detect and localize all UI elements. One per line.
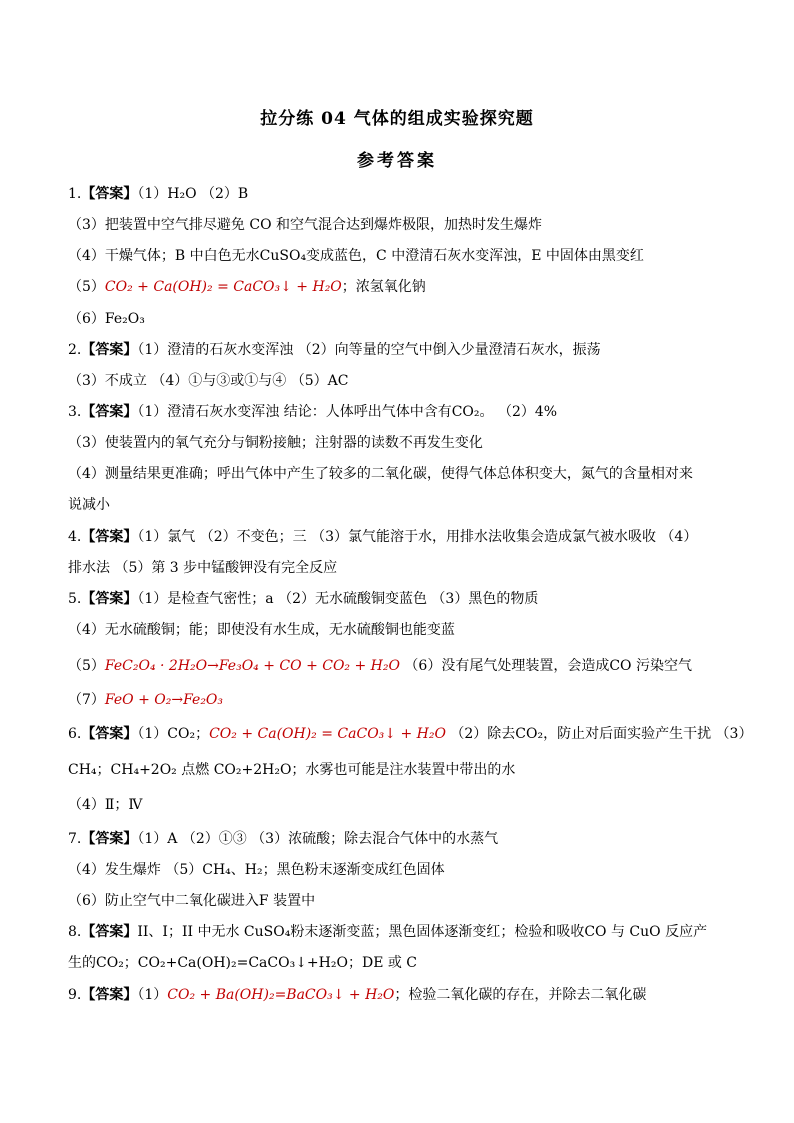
answer-2-line-2: （3）不成立 （4）①与③或①与④ （5）AC: [68, 373, 349, 389]
answer-text: （1）H₂O （2）B: [137, 186, 249, 202]
answer-text: （1）澄清石灰水变浑浊 结论：人体呼出气体中含有CO₂。 （2）4%: [137, 404, 558, 420]
answer-6-line-1: [68, 724, 753, 744]
question-number: 7.: [68, 831, 82, 847]
answer-2-line-1: [68, 340, 736, 360]
answer-text: （1）是检查气密性；a （2）无水硫酸铜变蓝色 （3）黑色的物质: [137, 591, 539, 607]
answer-text: （1）氯气 （2）不变色；三 （3）氯气能溶于水，用排水法收集会造成氯气被水吸收 （4）: [137, 529, 698, 545]
answer-5-line-2: （4）无水硫酸铜；能；即使没有水生成，无水硫酸铜也能变蓝: [68, 622, 455, 638]
answer-8-line-1: [68, 922, 736, 942]
answer-text: （1）A （2）①③ （3）浓硫酸；除去混合气体中的水蒸气: [137, 831, 499, 847]
answer-1-line-2: （3）把装置中空气排尽避免 CO 和空气混合达到爆炸极限，加热时发生爆炸: [68, 217, 542, 233]
answer-text: （7）: [68, 692, 105, 708]
answer-5-line-1: [68, 589, 736, 609]
chemical-equation: CO₂ + Ca(OH)₂ = CaCO₃↓ + H₂O: [209, 726, 446, 742]
answer-tag: 【答案】: [81, 186, 138, 202]
answer-text: （1）澄清的石灰水变浑浊 （2）向等量的空气中倒入少量澄清石灰水，振荡: [137, 342, 601, 358]
answer-1-line-3: （4）干燥气体；B 中白色无水CuSO₄变成蓝色，C 中澄清石灰水变浑浊，E 中固体由黑变红: [68, 248, 644, 264]
answer-7-line-1: [68, 829, 736, 849]
question-number: 1.: [68, 186, 82, 202]
page-title: 拉分练 04 气体的组成实验探究题: [260, 109, 534, 129]
answer-1-line-5: （6）Fe₂O₃: [68, 311, 145, 327]
answer-7-line-2: （4）发生爆炸 （5）CH₄、H₂；黑色粉末逐渐变成红色固体: [68, 862, 445, 878]
question-number: 8.: [68, 924, 82, 940]
answer-tag: 【答案】: [81, 831, 138, 847]
chemical-equation: FeC₂O₄ · 2H₂O→Fe₃O₄ + CO + CO₂ + H₂O: [104, 658, 400, 674]
question-number: 5.: [68, 591, 82, 607]
chemical-equation: CO₂ + Ca(OH)₂ = CaCO₃↓ + H₂O: [104, 279, 342, 295]
page-subtitle: 参考答案: [357, 151, 437, 171]
answer-text: （6）没有尾气处理装置，会造成CO 污染空气: [399, 658, 692, 674]
chemical-equation: FeO + O₂→Fe₂O₃: [104, 692, 224, 708]
answer-text: ；检验二氧化碳的存在，并除去二氧化碳: [394, 987, 647, 1003]
chemical-equation: CO₂ + Ba(OH)₂=BaCO₃↓ + H₂O: [167, 987, 395, 1003]
answer-text: （2）除去CO₂，防止对后面实验产生干扰 （3）: [445, 726, 753, 742]
answer-8-line-2: 生的CO₂；CO₂+Ca(OH)₂=CaCO₃↓+H₂O；DE 或 C: [68, 955, 418, 971]
answer-6-line-2: CH₄；CH₄+2O₂ 点燃 CO₂+2H₂O；水雾也可能是注水装置中带出的水: [68, 762, 516, 778]
answer-text: （5）: [68, 658, 105, 674]
answer-1-line-4: [68, 277, 736, 297]
answer-3-line-2: （3）使装置内的氧气充分与铜粉接触；注射器的读数不再发生变化: [68, 435, 483, 451]
answer-tag: 【答案】: [81, 726, 138, 742]
question-number: 4.: [68, 529, 82, 545]
answer-text: （1）CO₂；: [137, 726, 210, 742]
answer-3-line-3: （4）测量结果更准确；呼出气体中产生了较多的二氧化碳，使得气体总体积变大，氮气的含量相对来: [68, 466, 693, 482]
answer-5-line-3: [68, 656, 736, 676]
answer-tag: 【答案】: [81, 342, 138, 358]
answer-tag: 【答案】: [81, 591, 138, 607]
answer-tag: 【答案】: [81, 924, 138, 940]
question-number: 6.: [68, 726, 82, 742]
answer-5-line-4: [68, 690, 736, 710]
answer-4-line-2: 排水法 （5）第 3 步中锰酸钾没有完全反应: [68, 560, 338, 576]
question-number: 9.: [68, 987, 82, 1003]
answer-text: II、I；II 中无水 CuSO₄粉末逐渐变蓝；黑色固体逐渐变红；检验和吸收CO 与 CuO 反应产: [137, 924, 708, 940]
answer-4-line-1: [68, 527, 736, 547]
answer-3-line-1: [68, 402, 736, 422]
question-number: 3.: [68, 404, 82, 420]
answer-text: ；浓氢氧化钠: [341, 279, 426, 295]
answer-tag: 【答案】: [81, 404, 138, 420]
answer-text: （1）: [137, 987, 168, 1003]
answer-1-line-1: [68, 184, 736, 204]
answer-9-line-1: [68, 985, 736, 1005]
answer-6-line-3: （4）Ⅱ；Ⅳ: [68, 797, 143, 813]
answer-3-line-4: 说减小: [68, 497, 110, 513]
answer-7-line-3: （6）防止空气中二氧化碳进入F 装置中: [68, 893, 316, 909]
answer-tag: 【答案】: [81, 529, 138, 545]
question-number: 2.: [68, 342, 82, 358]
answer-text: （5）: [68, 279, 105, 295]
answer-tag: 【答案】: [81, 987, 138, 1003]
